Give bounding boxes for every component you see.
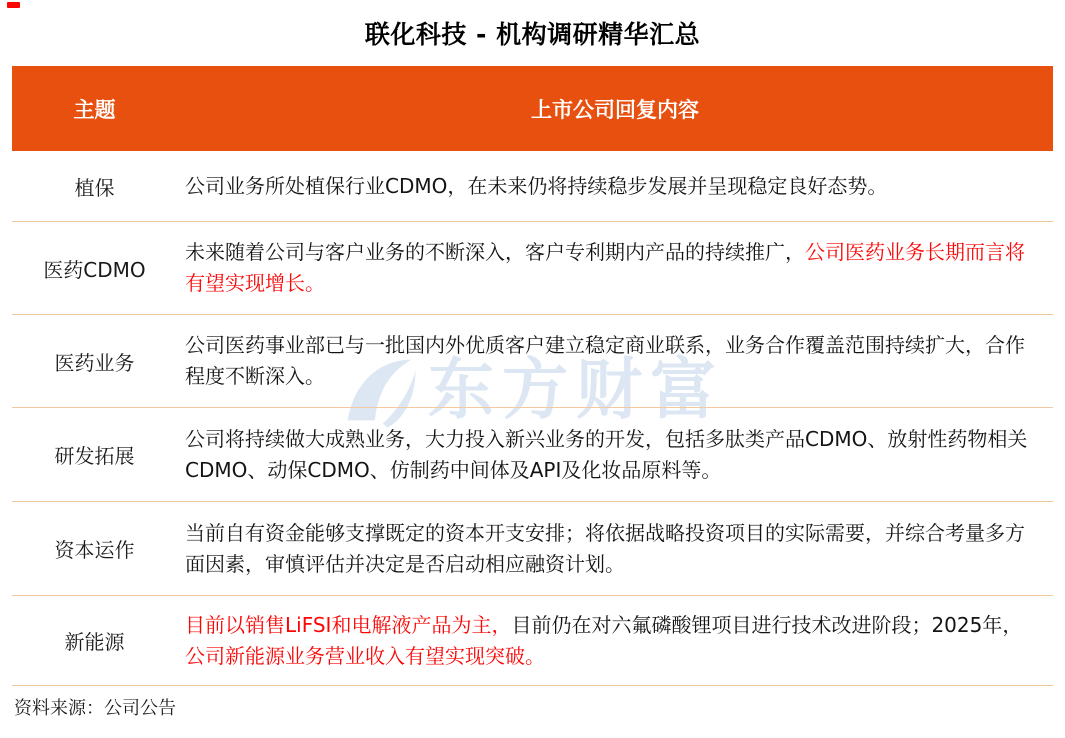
topic-cell: 医药CDMO bbox=[43, 257, 146, 282]
highlighted-text: 公司医药业务长期而言将有望实现增长。 bbox=[185, 240, 1025, 295]
reply-text: 公司业务所处植保行业CDMO，在未来仍将持续稳步发展并呈现稳定良好态势。 bbox=[185, 173, 888, 198]
topic-cell: 新能源 bbox=[64, 630, 125, 654]
reply-text: 公司医药事业部已与一批国内外优质客户建立稳定商业联系，业务合作覆盖范围持续扩大，合作程度不断深入。 bbox=[185, 333, 1025, 388]
content-cell bbox=[177, 596, 1053, 685]
source-note: 资料来源：公司公告 bbox=[14, 698, 176, 719]
table-row bbox=[12, 315, 1053, 408]
topic-cell: 植保 bbox=[74, 175, 115, 200]
reply-text: 目前仍在对六氟磷酸锂项目进行技术改进阶段；2025年， bbox=[511, 612, 1023, 637]
header-content: 上市公司回复内容 bbox=[531, 97, 699, 122]
content-cell bbox=[177, 315, 1053, 407]
table-row bbox=[12, 502, 1053, 596]
header-topic: 主题 bbox=[73, 97, 116, 122]
table-row bbox=[12, 596, 1053, 686]
summary-table bbox=[12, 66, 1053, 686]
watermark-text: 东方财富 bbox=[428, 351, 724, 428]
table-row bbox=[12, 222, 1053, 315]
table-row bbox=[12, 408, 1053, 502]
table-header-row bbox=[12, 66, 1053, 151]
reply-text: 公司将持续做大成熟业务，大力投入新兴业务的开发，包括多肽类产品CDMO、放射性药物相关CDMO、动保CDMO、仿制药中间体及API及化妆品原料等。 bbox=[185, 426, 1028, 482]
topic-cell: 医药业务 bbox=[54, 350, 135, 375]
content-cell bbox=[177, 502, 1053, 595]
reply-text: 未来随着公司与客户业务的不断深入，客户专利期内产品的持续推广， bbox=[185, 240, 805, 264]
content-cell bbox=[177, 151, 1053, 221]
topic-cell: 资本运作 bbox=[54, 538, 135, 562]
highlighted-text: 公司新能源业务营业收入有望实现突破。 bbox=[185, 643, 545, 668]
topic-cell: 研发拓展 bbox=[54, 444, 135, 468]
reply-text: 当前自有资金能够支撑既定的资本开支安排；将依据战略投资项目的实际需要，并综合考量多方面因素，审慎评估并决定是否启动相应融资计划。 bbox=[185, 520, 1025, 576]
table-body bbox=[12, 151, 1053, 686]
red-corner-mark bbox=[7, 2, 20, 8]
content-cell bbox=[177, 222, 1053, 314]
content-cell bbox=[177, 408, 1053, 501]
table-row bbox=[12, 151, 1053, 222]
highlighted-text: 目前以销售LiFSI和电解液产品为主， bbox=[185, 612, 512, 637]
page-title: 联化科技 - 机构调研精华汇总 bbox=[364, 20, 701, 49]
